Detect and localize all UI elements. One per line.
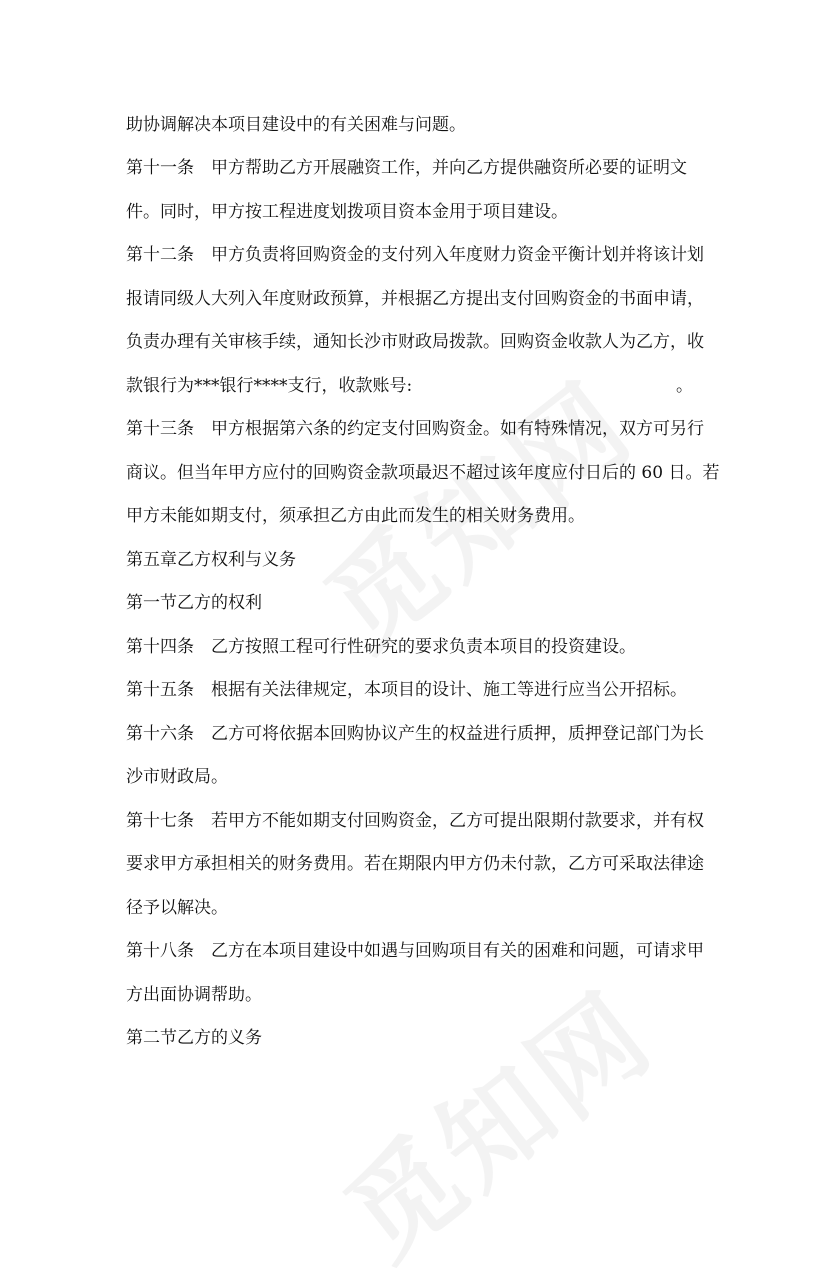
paragraph-line: 负责办理有关审核手续，通知长沙市财政局拨款。回购资金收款人为乙方，收 (126, 332, 704, 352)
account-number-line: 款银行为***银行****支行，收款账号: (126, 376, 413, 396)
paragraph-line: 报请同级人大列入年度财政预算，并根据乙方提出支付回购资金的书面申请， (126, 289, 704, 309)
article-13-line: 第十三条 甲方根据第六条的约定支付回购资金。如有特殊情况，双方可另行 (126, 419, 704, 439)
article-18-line: 第十八条 乙方在本项目建设中如遇与回购项目有关的困难和问题，可请求甲 (126, 941, 704, 961)
paragraph-line: 商议。但当年甲方应付的回购资金款项最迟不超过该年度应付日后的 60 日。若 (126, 463, 720, 483)
watermark (308, 950, 680, 1288)
paragraph-line: 要求甲方承担相关的财务费用。若在期限内甲方仍未付款，乙方可采取法律途 (126, 854, 704, 874)
account-end-mark: 。 (676, 376, 693, 396)
paragraph-line: 沙市财政局。 (126, 767, 228, 787)
article-12-line: 第十二条 甲方负责将回购资金的支付列入年度财力资金平衡计划并将该计划 (126, 245, 704, 265)
section-2-heading: 第二节乙方的义务 (126, 1028, 262, 1048)
paragraph-line: 径予以解决。 (126, 898, 228, 918)
paragraph-line: 件。同时，甲方按工程进度划拨项目资本金用于项目建设。 (126, 202, 568, 222)
article-16-line: 第十六条 乙方可将依据本回购协议产生的权益进行质押，质押登记部门为长 (126, 724, 704, 744)
paragraph-line: 甲方未能如期支付，须承担乙方由此而发生的相关财务费用。 (126, 506, 585, 526)
article-15-line: 第十五条 根据有关法律规定，本项目的设计、施工等进行应当公开招标。 (126, 680, 687, 700)
article-17-line: 第十七条 若甲方不能如期支付回购资金，乙方可提出限期付款要求，并有权 (126, 811, 704, 831)
article-11-line: 第十一条 甲方帮助乙方开展融资工作，并向乙方提供融资所必要的证明文 (126, 158, 687, 178)
section-1-heading: 第一节乙方的权利 (126, 593, 262, 613)
paragraph-line: 助协调解决本项目建设中的有关困难与问题。 (126, 115, 466, 135)
chapter-5-heading: 第五章乙方权利与义务 (126, 550, 296, 570)
paragraph-line: 方出面协调帮助。 (126, 985, 262, 1005)
article-14-line: 第十四条 乙方按照工程可行性研究的要求负责本项目的投资建设。 (126, 637, 636, 657)
